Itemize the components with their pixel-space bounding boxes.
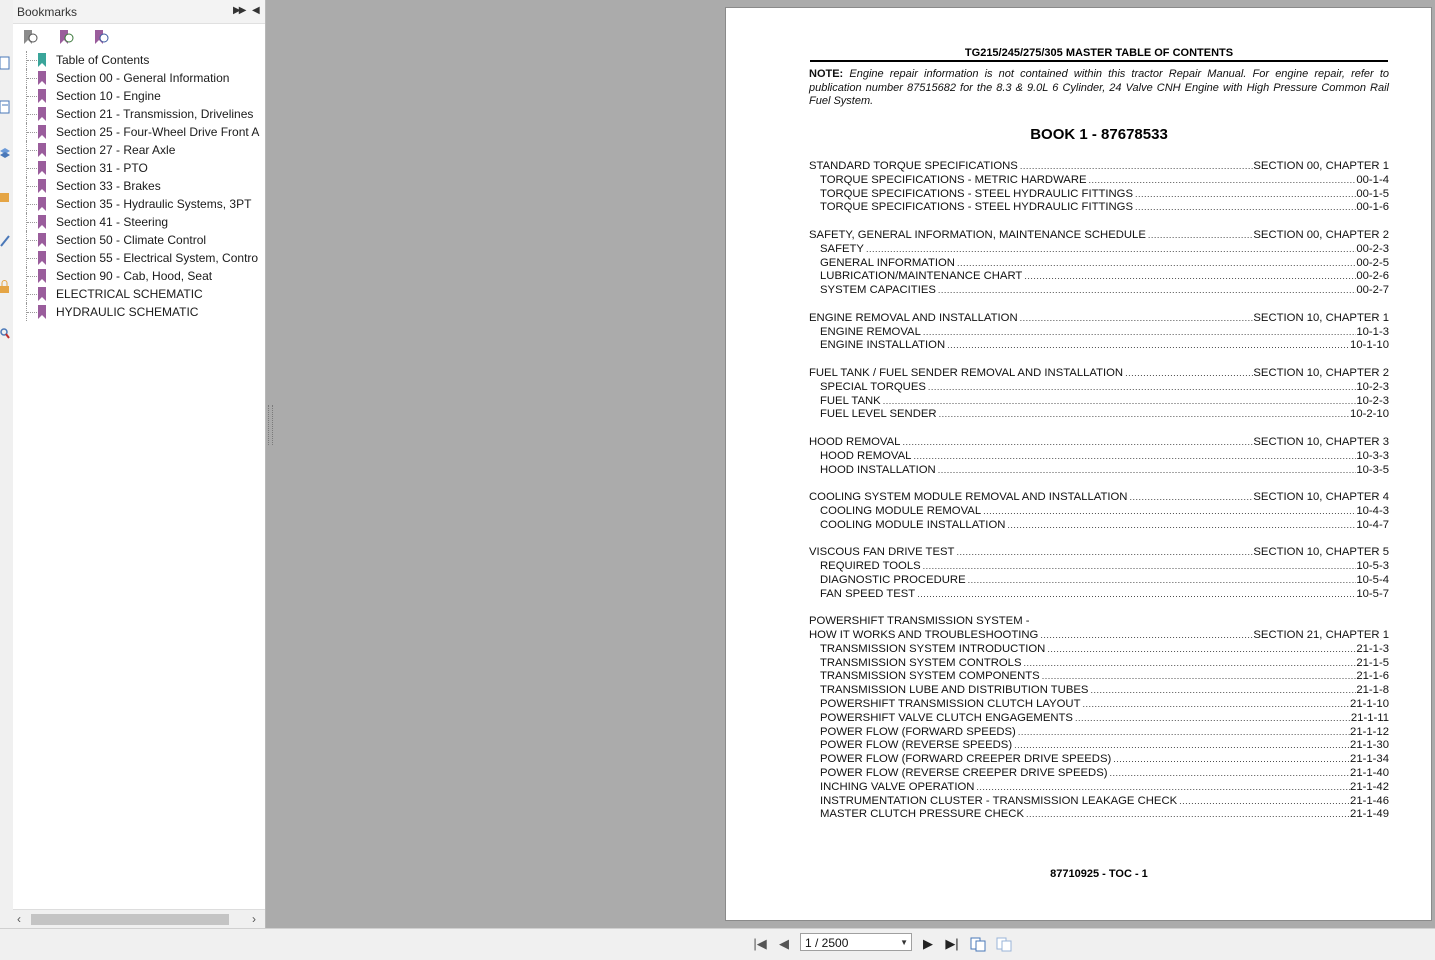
toc-leader [1024, 808, 1350, 822]
bookmark-label: Section 21 - Transmission, Drivelines [56, 107, 254, 121]
toc-title: COOLING MODULE REMOVAL [820, 504, 982, 517]
toc-entry[interactable] [809, 257, 1389, 271]
bookmark-icon [38, 251, 46, 265]
toc-page-ref: 00-2-5 [1356, 256, 1389, 269]
bookmark-icon [38, 179, 46, 193]
bookmark-label: Section 41 - Steering [56, 215, 169, 229]
toc-page-ref: 10-3-5 [1356, 463, 1389, 476]
toc-leader [1088, 684, 1356, 698]
document-page [725, 7, 1432, 921]
toc-title: ENGINE INSTALLATION [820, 339, 946, 352]
toc-spacer [809, 422, 1389, 436]
toc-leader [945, 339, 1350, 353]
toc-title: STANDARD TORQUE SPECIFICATIONS [809, 160, 1018, 172]
toc-spacer [809, 298, 1389, 312]
toc-page-ref: 00-2-7 [1356, 284, 1389, 297]
toc-leader [1018, 312, 1254, 326]
bookmarks-title: Bookmarks [17, 5, 78, 19]
toc-heading[interactable] [809, 546, 1389, 560]
toc-heading[interactable] [809, 491, 1389, 505]
bookmark-label: Section 27 - Rear Axle [56, 143, 176, 157]
toc-leader [1045, 643, 1356, 657]
toc-leader [1022, 657, 1357, 671]
toc-page-ref: SECTION 21, CHAPTER 1 [1253, 629, 1389, 642]
toc-leader [974, 781, 1350, 795]
toc-heading[interactable] [809, 229, 1389, 243]
scroll-right-icon[interactable]: › [252, 912, 256, 926]
toc-heading[interactable] [809, 367, 1389, 381]
bookmarks-header [13, 0, 265, 24]
toc-title: TORQUE SPECIFICATIONS - STEEL HYDRAULIC FITTINGS [820, 187, 1134, 200]
toc-page-ref: 10-1-10 [1350, 339, 1389, 352]
toc-page-ref: 21-1-11 [1350, 711, 1389, 724]
toc-page-ref: 10-4-3 [1356, 504, 1389, 517]
toc-page-ref: 10-4-7 [1356, 518, 1389, 531]
document-title: TG215/245/275/305 MASTER TABLE OF CONTENTS [810, 47, 1388, 62]
toc-page-ref: 21-1-42 [1350, 780, 1389, 793]
lock-icon[interactable] [0, 280, 10, 294]
toc-entry[interactable] [809, 684, 1389, 698]
first-page-icon[interactable]: |◀ [753, 936, 767, 951]
toc-entry[interactable] [809, 670, 1389, 684]
page-thumbnails-icon[interactable] [0, 56, 10, 70]
toc-leader [1177, 795, 1350, 809]
toc-leader [1073, 712, 1351, 726]
toc-leader [926, 381, 1356, 395]
bookmarks-panel [13, 0, 266, 928]
toc-entry[interactable] [809, 505, 1389, 519]
toc-entry[interactable] [809, 753, 1389, 767]
toc-heading[interactable] [809, 160, 1389, 174]
toc-page-ref: 10-2-3 [1356, 380, 1389, 393]
toc-page-ref: SECTION 00, CHAPTER 1 [1253, 160, 1389, 172]
toc-entry[interactable] [809, 767, 1389, 781]
toc-leader [921, 326, 1356, 340]
toc-page-ref: 21-1-5 [1356, 656, 1389, 669]
toc-entry[interactable] [809, 270, 1389, 284]
previous-view-icon[interactable] [970, 936, 986, 952]
toc-entry[interactable] [809, 188, 1389, 202]
bookmark-item[interactable] [13, 141, 265, 159]
toc-title: POWER FLOW (FORWARD CREEPER DRIVE SPEEDS) [820, 753, 1112, 766]
toc-entry[interactable] [809, 698, 1389, 712]
toc-leader [955, 257, 1356, 271]
toc-page-ref: 21-1-49 [1350, 808, 1389, 821]
search-icon[interactable] [0, 326, 10, 340]
toc-leader [1108, 767, 1351, 781]
bookmark-icon [38, 161, 46, 175]
scrollbar-thumb[interactable] [31, 914, 229, 925]
bookmark-find-icon[interactable] [92, 28, 110, 46]
toc-leader [936, 284, 1356, 298]
toc-leader [1016, 726, 1350, 740]
bookmark-icon [38, 71, 46, 85]
toc-entry[interactable] [809, 450, 1389, 464]
bookmark-item[interactable] [13, 267, 265, 285]
toc-page-ref: 10-1-3 [1356, 325, 1389, 338]
toc-leader [966, 574, 1357, 588]
toc-title: TRANSMISSION SYSTEM COMPONENTS [820, 670, 1040, 683]
toc-page-ref: 21-1-6 [1356, 670, 1389, 683]
bookmark-label: Section 55 - Electrical System, Contro [56, 251, 259, 265]
toc-spacer [809, 215, 1389, 229]
toc-heading[interactable] [809, 312, 1389, 326]
toc-leader [1133, 201, 1356, 215]
bookmark-item[interactable] [13, 303, 265, 321]
toc-title: HOW IT WORKS AND TROUBLESHOOTING [809, 629, 1039, 642]
toc-leader [900, 436, 1253, 450]
toc-leader [1081, 698, 1351, 712]
toc-spacer [809, 353, 1389, 367]
toc-leader [864, 243, 1356, 257]
toc-page-ref: 21-1-34 [1350, 753, 1389, 766]
bookmark-item[interactable] [13, 51, 265, 69]
toc-entry[interactable] [809, 381, 1389, 395]
scroll-left-icon[interactable]: ‹ [17, 912, 21, 926]
document-note [809, 68, 1389, 109]
toc-leader [1146, 229, 1254, 243]
bookmark-item[interactable] [13, 249, 265, 267]
toc-leader [915, 588, 1356, 602]
next-page-icon[interactable]: ▶ [923, 936, 933, 951]
toc-leader [1087, 174, 1357, 188]
toc-heading[interactable] [809, 436, 1389, 450]
toc-leader [954, 546, 1253, 560]
toc-page-ref: 10-5-3 [1356, 560, 1389, 573]
toc-title: TRANSMISSION SYSTEM CONTROLS [820, 656, 1022, 669]
toc-title: COOLING MODULE INSTALLATION [820, 518, 1006, 531]
bookmark-label: Section 33 - Brakes [56, 179, 161, 193]
note-text: Engine repair information is not contained within this tractor Repair Manual. For engine repair, refer to publication number 87515682 for the 8.3 & 9.0L 6 Cylinder, 24 Valve CNH Engine with High Pressure Common Rail Fuel System. [809, 68, 1389, 108]
toc-entry[interactable] [809, 574, 1389, 588]
toc-title: POWER FLOW (REVERSE CREEPER DRIVE SPEEDS) [820, 767, 1108, 780]
bookmark-label: ELECTRICAL SCHEMATIC [56, 287, 203, 301]
toc-entry[interactable] [809, 643, 1389, 657]
toc-entry[interactable] [809, 739, 1389, 753]
toc-page-ref: 10-2-3 [1356, 394, 1389, 407]
toc-leader [1018, 160, 1254, 174]
page-navigation-bar [0, 928, 1435, 960]
toc-entry[interactable] [809, 726, 1389, 740]
chevron-down-icon: ▼ [900, 938, 908, 947]
toc-title: HOOD REMOVAL [820, 449, 912, 462]
toc-page-ref: SECTION 10, CHAPTER 2 [1253, 366, 1389, 379]
bookmark-icon [38, 197, 46, 211]
table-of-contents [809, 160, 1389, 822]
toc-leader [1127, 491, 1253, 505]
toc-entry[interactable] [809, 808, 1389, 822]
toc-leader [1005, 519, 1356, 533]
toc-page-ref: 00-2-6 [1356, 270, 1389, 283]
toc-page-ref: 10-5-7 [1356, 587, 1389, 600]
bookmark-item[interactable] [13, 69, 265, 87]
toc-leader [1038, 629, 1253, 643]
toc-leader [1133, 188, 1356, 202]
toc-page-ref: 21-1-30 [1350, 739, 1389, 752]
toc-title: INSTRUMENTATION CLUSTER - TRANSMISSION LEAKAGE CHECK [820, 794, 1178, 807]
toc-title: GENERAL INFORMATION [820, 256, 955, 269]
bookmark-label: Section 10 - Engine [56, 89, 161, 103]
toc-title: POWER FLOW (REVERSE SPEEDS) [820, 739, 1013, 752]
toc-entry[interactable] [809, 284, 1389, 298]
toc-page-ref: SECTION 10, CHAPTER 5 [1253, 546, 1389, 559]
toc-page-ref: SECTION 10, CHAPTER 3 [1253, 435, 1389, 448]
toc-leader [1040, 670, 1357, 684]
toc-entry[interactable] [809, 408, 1389, 422]
tool-rail [0, 0, 14, 928]
bookmark-icon [38, 287, 46, 301]
toc-title: POWERSHIFT TRANSMISSION CLUTCH LAYOUT [820, 698, 1081, 711]
toc-entry[interactable] [809, 339, 1389, 353]
toc-entry[interactable] [809, 201, 1389, 215]
bookmark-item[interactable] [13, 231, 265, 249]
toc-title: TRANSMISSION LUBE AND DISTRIBUTION TUBES [820, 684, 1089, 697]
toc-page-ref: SECTION 10, CHAPTER 4 [1253, 491, 1389, 504]
toc-spacer [809, 602, 1389, 616]
toc-title: HOOD INSTALLATION [820, 463, 936, 476]
toc-entry[interactable] [809, 464, 1389, 478]
toc-entry[interactable] [809, 657, 1389, 671]
bookmark-icon [38, 53, 46, 67]
toc-page-ref: 00-1-5 [1356, 187, 1389, 200]
bookmark-icon [38, 125, 46, 139]
bookmark-icon [38, 107, 46, 121]
toc-title: POWER FLOW (FORWARD SPEEDS) [820, 725, 1016, 738]
bookmark-label: Section 90 - Cab, Hood, Seat [56, 269, 213, 283]
toc-leader [937, 408, 1350, 422]
bookmark-add-icon[interactable] [57, 28, 75, 46]
bookmark-icon [38, 215, 46, 229]
toc-leader [921, 560, 1357, 574]
toc-title: TRANSMISSION SYSTEM INTRODUCTION [820, 642, 1046, 655]
toc-leader [936, 464, 1357, 478]
bookmarks-scrollbar[interactable] [13, 909, 265, 929]
toc-heading[interactable] [809, 615, 1389, 629]
bookmark-label: Section 35 - Hydraulic Systems, 3PT [56, 197, 252, 211]
toc-title: FUEL TANK [820, 394, 881, 407]
toc-entry[interactable] [809, 519, 1389, 533]
toc-page-ref: 21-1-46 [1350, 794, 1389, 807]
toc-entry[interactable] [809, 560, 1389, 574]
toc-leader [1012, 739, 1350, 753]
page-number-value: 1 / 2500 [805, 936, 849, 950]
toc-page-ref: 21-1-10 [1350, 698, 1389, 711]
toc-leader [1111, 753, 1350, 767]
page-footer: 87710925 - TOC - 1 [1050, 868, 1148, 880]
bookmark-icon [38, 143, 46, 157]
toc-title: REQUIRED TOOLS [820, 560, 921, 573]
toc-leader [981, 505, 1356, 519]
toc-heading[interactable] [809, 629, 1389, 643]
toc-title: MASTER CLUTCH PRESSURE CHECK [820, 808, 1025, 821]
bookmark-item[interactable] [13, 87, 265, 105]
toc-title: INCHING VALVE OPERATION [820, 780, 975, 793]
toc-title: VISCOUS FAN DRIVE TEST [809, 546, 955, 559]
bookmark-item[interactable] [13, 195, 265, 213]
toc-page-ref: 10-3-3 [1356, 449, 1389, 462]
signatures-icon[interactable] [0, 234, 10, 248]
toc-page-ref: 10-5-4 [1356, 573, 1389, 586]
bookmark-item[interactable] [13, 105, 265, 123]
toc-title: SAFETY, GENERAL INFORMATION, MAINTENANCE SCHEDULE [809, 228, 1146, 241]
collapse-panel-icon[interactable]: ◀ [252, 5, 260, 16]
toc-title: POWERSHIFT TRANSMISSION SYSTEM - [809, 615, 1030, 628]
bookmark-item[interactable] [13, 177, 265, 195]
last-page-icon[interactable]: ▶| [945, 936, 959, 951]
toc-entry[interactable] [809, 712, 1389, 726]
expand-panel-icon[interactable]: ▶▶ [233, 5, 245, 16]
bookmark-icon [38, 305, 46, 319]
toc-page-ref: SECTION 10, CHAPTER 1 [1253, 311, 1389, 324]
toc-leader [1123, 367, 1253, 381]
next-view-icon[interactable] [996, 936, 1012, 952]
toc-title: COOLING SYSTEM MODULE REMOVAL AND INSTALLATION [809, 491, 1128, 504]
toc-page-ref: 00-2-3 [1356, 242, 1389, 255]
bookmark-label: Section 25 - Four-Wheel Drive Front A [56, 125, 260, 139]
toc-entry[interactable] [809, 174, 1389, 188]
bookmark-label: Table of Contents [56, 53, 150, 67]
toc-title: SPECIAL TORQUES [820, 380, 926, 393]
toc-title: DIAGNOSTIC PROCEDURE [820, 573, 966, 586]
layers-icon[interactable] [0, 146, 10, 160]
toc-page-ref: 21-1-12 [1350, 725, 1389, 738]
toc-title: SYSTEM CAPACITIES [820, 284, 936, 297]
toc-entry[interactable] [809, 326, 1389, 340]
toc-title: TORQUE SPECIFICATIONS - METRIC HARDWARE [820, 173, 1087, 186]
page-number-select[interactable] [800, 933, 912, 951]
toc-page-ref: 00-1-6 [1356, 201, 1389, 214]
toc-spacer [809, 533, 1389, 547]
bookmark-expand-icon[interactable] [21, 28, 39, 46]
bookmark-item[interactable] [13, 123, 265, 141]
toc-title: ENGINE REMOVAL AND INSTALLATION [809, 311, 1018, 324]
previous-page-icon[interactable]: ◀ [779, 936, 789, 951]
toc-entry[interactable] [809, 795, 1389, 809]
bookmark-label: Section 31 - PTO [56, 161, 148, 175]
toc-leader [881, 395, 1357, 409]
toc-entry[interactable] [809, 243, 1389, 257]
toc-page-ref: 21-1-3 [1356, 642, 1389, 655]
bookmark-tree [13, 51, 265, 321]
bookmark-icon [38, 269, 46, 283]
toc-page-ref: 21-1-8 [1356, 684, 1389, 697]
toc-title: SAFETY [820, 242, 864, 255]
toc-page-ref: 10-2-10 [1350, 408, 1389, 421]
toc-title: LUBRICATION/MAINTENANCE CHART [820, 270, 1023, 283]
attachments-icon[interactable] [0, 190, 10, 204]
toc-page-ref: 21-1-40 [1350, 767, 1389, 780]
toc-title: TORQUE SPECIFICATIONS - STEEL HYDRAULIC FITTINGS [820, 201, 1134, 214]
bookmark-label: Section 50 - Climate Control [56, 233, 207, 247]
toc-title: POWERSHIFT VALVE CLUTCH ENGAGEMENTS [820, 711, 1073, 724]
pages-icon[interactable] [0, 100, 10, 114]
toc-title: ENGINE REMOVAL [820, 325, 921, 338]
bookmark-item[interactable] [13, 159, 265, 177]
book-heading: BOOK 1 - 87678533 [1030, 126, 1168, 143]
toc-title: HOOD REMOVAL [809, 435, 901, 448]
toc-leader [911, 450, 1356, 464]
bookmark-icon [38, 89, 46, 103]
bookmark-item[interactable] [13, 285, 265, 303]
toc-spacer [809, 477, 1389, 491]
toc-title: FAN SPEED TEST [820, 587, 916, 600]
bookmark-icon [38, 233, 46, 247]
bookmark-label: Section 00 - General Information [56, 71, 230, 85]
toc-page-ref: 00-1-4 [1356, 173, 1389, 186]
bookmark-item[interactable] [13, 213, 265, 231]
toc-entry[interactable] [809, 781, 1389, 795]
panel-splitter[interactable] [268, 405, 273, 445]
toc-entry[interactable] [809, 588, 1389, 602]
toc-leader [1022, 270, 1356, 284]
toc-page-ref: SECTION 00, CHAPTER 2 [1253, 228, 1389, 241]
note-label: NOTE: [809, 68, 844, 80]
bookmark-label: HYDRAULIC SCHEMATIC [56, 305, 199, 319]
toc-title: FUEL TANK / FUEL SENDER REMOVAL AND INSTALLATION [809, 366, 1124, 379]
toc-title: FUEL LEVEL SENDER [820, 408, 937, 421]
toc-entry[interactable] [809, 395, 1389, 409]
